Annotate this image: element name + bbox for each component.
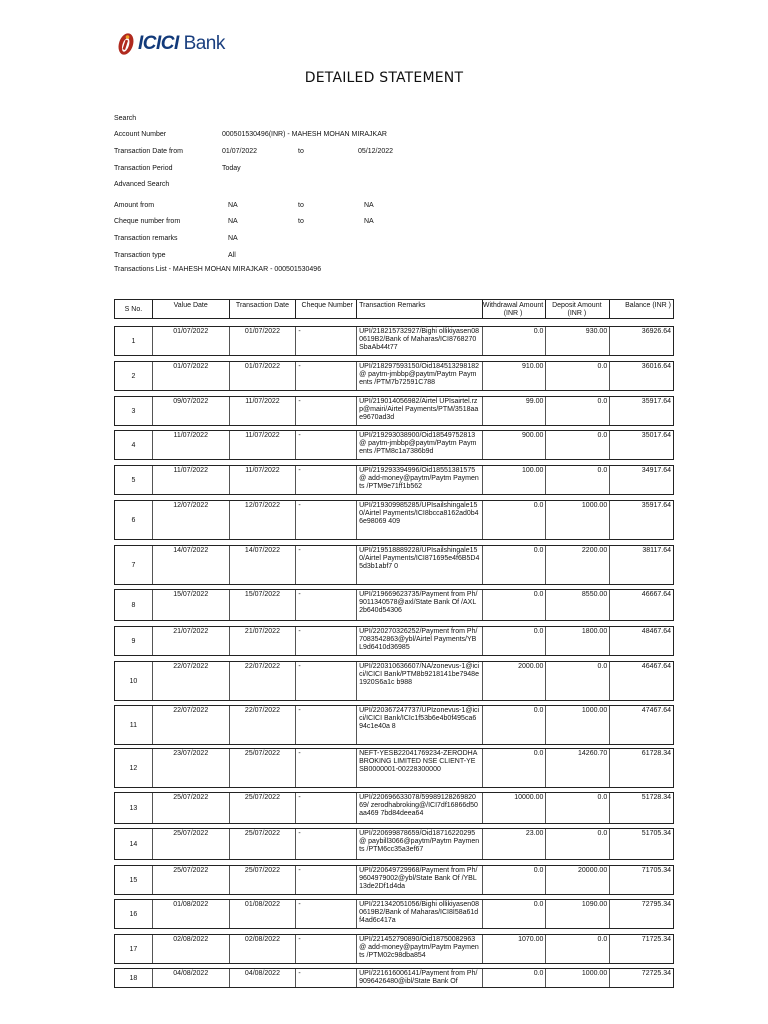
cell-sno: 10	[115, 662, 153, 700]
cell-withdrawal: 99.00	[483, 397, 547, 425]
cell-value-date: 11/07/2022	[153, 431, 230, 459]
txn-period-label: Transaction Period	[114, 165, 173, 172]
cell-deposit: 0.0	[546, 397, 610, 425]
col-deposit: Deposit Amount (INR )	[546, 300, 610, 318]
cell-deposit: 1000.00	[546, 969, 610, 987]
cell-deposit: 1090.00	[546, 900, 610, 928]
cell-remarks: UPI/219293038900/Oid18549752813@ paytm-jmbbp@paytm/Paytm Payments /PTM8c1a7386b9d	[357, 431, 483, 459]
cell-withdrawal: 2000.00	[483, 662, 547, 700]
cell-deposit: 0.0	[546, 362, 610, 390]
table-row	[114, 589, 674, 621]
cell-cheque-number: -	[296, 829, 357, 859]
cell-sno: 15	[115, 866, 153, 894]
cell-value-date: 01/07/2022	[153, 362, 230, 390]
cell-remarks: UPI/219669623735/Payment from Ph/9011340578@axl/State Bank Of /AXL2b640d54306	[357, 590, 483, 620]
cell-remarks: UPI/221452790890/Oid18750082963@ add-money@paytm/Paytm Payments /PTM02c98dba854	[357, 935, 483, 963]
advanced-search-label: Advanced Search	[114, 181, 170, 188]
cell-deposit: 0.0	[546, 431, 610, 459]
to-label: to	[298, 148, 304, 155]
col-balance: Balance (INR )	[625, 302, 671, 309]
cell-transaction-date: 25/07/2022	[230, 793, 297, 823]
cell-sno: 14	[115, 829, 153, 859]
cell-withdrawal: 100.00	[483, 466, 547, 494]
cell-remarks: UPI/220696633078/5998912826982069/ zerodhabroking@/ICI7df16866d50aa469 7bd84deea64	[357, 793, 483, 823]
cell-transaction-date: 12/07/2022	[230, 501, 297, 539]
cell-sno: 18	[115, 969, 153, 987]
cell-balance: 71725.34	[641, 936, 671, 943]
cell-cheque-number: -	[296, 327, 357, 355]
table-row	[114, 968, 674, 988]
cell-sno: 2	[115, 362, 153, 390]
cell-value-date: 01/08/2022	[153, 900, 230, 928]
cell-balance: 36926.64	[641, 328, 671, 335]
cell-sno: 7	[115, 546, 153, 584]
cell-remarks: UPI/220699878659/Oid18716220295@ paybill3066@paytm/Paytm Payments /PTM6cc35a3ef67	[357, 829, 483, 859]
cell-balance: 71705.34	[641, 867, 671, 874]
cell-balance: 72725.34	[641, 970, 671, 977]
cell-balance: 35017.64	[641, 432, 671, 439]
cell-value-date: 25/07/2022	[153, 866, 230, 894]
cell-withdrawal: 1070.00	[483, 935, 547, 963]
txn-date-from-label: Transaction Date from	[114, 148, 183, 155]
cell-value-date: 14/07/2022	[153, 546, 230, 584]
cell-deposit: 0.0	[546, 793, 610, 823]
cell-withdrawal: 910.00	[483, 362, 547, 390]
cell-sno: 4	[115, 431, 153, 459]
cell-cheque-number: -	[296, 793, 357, 823]
table-row	[114, 828, 674, 860]
table-row	[114, 361, 674, 391]
cell-cheque-number: -	[296, 935, 357, 963]
cell-deposit: 0.0	[546, 935, 610, 963]
table-row	[114, 792, 674, 824]
cell-withdrawal: 10000.00	[483, 793, 547, 823]
table-row	[114, 705, 674, 745]
cell-transaction-date: 02/08/2022	[230, 935, 297, 963]
amount-to-label: to	[298, 202, 304, 209]
table-row	[114, 396, 674, 426]
cell-balance: 51728.34	[641, 794, 671, 801]
page-title: DETAILED STATEMENT	[304, 70, 464, 86]
table-row	[114, 545, 674, 585]
cell-balance: 61728.34	[641, 750, 671, 757]
cell-cheque-number: -	[296, 466, 357, 494]
txn-remarks-label: Transaction remarks	[114, 235, 178, 242]
cell-value-date: 22/07/2022	[153, 706, 230, 744]
cell-value-date: 22/07/2022	[153, 662, 230, 700]
cell-transaction-date: 01/08/2022	[230, 900, 297, 928]
cell-withdrawal: 23.00	[483, 829, 547, 859]
col-value-date: Value Date	[153, 300, 230, 318]
cell-transaction-date: 14/07/2022	[230, 546, 297, 584]
txn-date-to-value: 05/12/2022	[358, 148, 394, 155]
icici-logo	[116, 30, 225, 58]
cell-balance: 51705.34	[641, 830, 671, 837]
cell-balance: 46667.64	[641, 591, 671, 598]
cell-remarks: UPI/220270326252/Payment from Ph/7083542863@ybl/Airtel Payments/YBL9d6410d36985	[357, 627, 483, 655]
cell-transaction-date: 01/07/2022	[230, 362, 297, 390]
cell-deposit: 1000.00	[546, 706, 610, 744]
cell-deposit: 14260.70	[546, 749, 610, 787]
cell-withdrawal: 0.0	[483, 501, 547, 539]
cell-value-date: 02/08/2022	[153, 935, 230, 963]
cheque-from-value: NA	[228, 218, 238, 225]
cell-remarks: UPI/221616006141/Payment from Ph/9096426480@ibl/State Bank Of	[357, 969, 483, 987]
txn-remarks-value: NA	[228, 235, 238, 242]
cell-value-date: 15/07/2022	[153, 590, 230, 620]
cell-cheque-number: -	[296, 362, 357, 390]
cell-cheque-number: -	[296, 546, 357, 584]
table-row	[114, 465, 674, 495]
cell-remarks: UPI/220367247737/UPIzonevus-1@icici/ICICI Bank/ICIc1f53b6e4b0f495ca694c1e40a 8	[357, 706, 483, 744]
cell-value-date: 04/08/2022	[153, 969, 230, 987]
txn-list-label: Transactions List - MAHESH MOHAN MIRAJKAR - 000501530496	[114, 266, 322, 273]
cell-sno: 16	[115, 900, 153, 928]
search-label: Search	[114, 115, 137, 122]
cell-sno: 9	[115, 627, 153, 655]
account-number-label: Account Number	[114, 131, 167, 138]
col-transaction-date: Transaction Date	[230, 300, 297, 318]
cell-sno: 13	[115, 793, 153, 823]
cell-withdrawal: 0.0	[483, 546, 547, 584]
cell-sno: 11	[115, 706, 153, 744]
cell-balance: 72795.34	[641, 901, 671, 908]
cell-balance: 34917.64	[641, 467, 671, 474]
cell-sno: 1	[115, 327, 153, 355]
cell-transaction-date: 22/07/2022	[230, 706, 297, 744]
cell-remarks: UPI/218297593150/Oid184513298182@ paytm-jmbbp@paytm/Paytm Payments /PTM7b72591C788	[357, 362, 483, 390]
col-transaction-remarks: Transaction Remarks	[357, 300, 483, 318]
cell-balance: 38117.64	[642, 547, 671, 554]
cell-sno: 8	[115, 590, 153, 620]
cell-withdrawal: 0.0	[483, 327, 547, 355]
cell-cheque-number: -	[296, 749, 357, 787]
cell-transaction-date: 25/07/2022	[230, 866, 297, 894]
amount-from-value: NA	[228, 202, 238, 209]
cell-remarks: UPI/219293394996/Oid18551381575@ add-money@paytm/Paytm Payments /PTM9e71ff1b562	[357, 466, 483, 494]
cell-remarks: UPI/219518889228/UPIsailshingale15 0/Airtel Payments/ICI871695e4f6B5D45d3b1abf7 0	[357, 546, 483, 584]
cell-cheque-number: -	[296, 969, 357, 987]
table-row	[114, 934, 674, 964]
cell-deposit: 1000.00	[546, 501, 610, 539]
cell-balance: 46467.64	[641, 663, 671, 670]
cell-deposit: 20000.00	[546, 866, 610, 894]
cell-sno: 3	[115, 397, 153, 425]
cell-withdrawal: 0.0	[483, 900, 547, 928]
cheque-to-label: to	[298, 218, 304, 225]
cell-remarks: UPI/218215732927/Bighi ollikiyasen080619B2/Bank of Maharas/ICI8768270SbaAb44t77	[357, 327, 483, 355]
table-row	[114, 865, 674, 895]
amount-to-value: NA	[364, 202, 374, 209]
cell-balance: 35917.64	[641, 398, 671, 405]
cell-cheque-number: -	[296, 590, 357, 620]
table-row	[114, 500, 674, 540]
txn-date-from-value: 01/07/2022	[222, 148, 258, 155]
txn-period-value: Today	[222, 165, 241, 172]
logo-text: ICICI Bank	[138, 33, 225, 54]
cell-cheque-number: -	[296, 662, 357, 700]
cell-balance: 48467.64	[641, 628, 671, 635]
cell-deposit: 1800.00	[546, 627, 610, 655]
table-row	[114, 626, 674, 656]
cell-deposit: 930.00	[546, 327, 610, 355]
cheque-from-label: Cheque number from	[114, 218, 181, 225]
cell-balance: 35917.64	[641, 502, 671, 509]
account-number-value: 000501530496(INR) - MAHESH MOHAN MIRAJKAR	[222, 131, 387, 138]
cell-cheque-number: -	[296, 627, 357, 655]
table-row	[114, 661, 674, 701]
cell-cheque-number: -	[296, 900, 357, 928]
cell-transaction-date: 11/07/2022	[230, 431, 297, 459]
cell-sno: 6	[115, 501, 153, 539]
txn-type-label: Transaction type	[114, 252, 166, 259]
cell-value-date: 25/07/2022	[153, 793, 230, 823]
cheque-to-value: NA	[364, 218, 374, 225]
col-withdrawal: Withdrawal Amount (INR )	[483, 300, 547, 318]
cell-withdrawal: 0.0	[483, 969, 547, 987]
cell-remarks: UPI/220310636607/NA/zonevus-1@icici/ICICI Bank/PTM8b9218141be7948e1920S6a1c b988	[357, 662, 483, 700]
cell-deposit: 8550.00	[546, 590, 610, 620]
cell-transaction-date: 21/07/2022	[230, 627, 297, 655]
cell-balance: 36016.64	[641, 363, 671, 370]
cell-transaction-date: 25/07/2022	[230, 749, 297, 787]
cell-withdrawal: 0.0	[483, 627, 547, 655]
col-cheque-number: Cheque Number	[296, 300, 357, 318]
cell-withdrawal: 0.0	[483, 749, 547, 787]
cell-cheque-number: -	[296, 431, 357, 459]
cell-value-date: 12/07/2022	[153, 501, 230, 539]
cell-balance: 47467.64	[641, 707, 671, 714]
cell-value-date: 01/07/2022	[153, 327, 230, 355]
cell-sno: 12	[115, 749, 153, 787]
cell-transaction-date: 01/07/2022	[230, 327, 297, 355]
cell-withdrawal: 0.0	[483, 866, 547, 894]
table-row	[114, 899, 674, 929]
cell-transaction-date: 15/07/2022	[230, 590, 297, 620]
col-sno: S No.	[115, 300, 153, 318]
cell-remarks: UPI/219309985285/UPIsailshingale15 0/Airtel Payments/ICI8bcca8162ad0b46e98069 409	[357, 501, 483, 539]
table-row	[114, 748, 674, 788]
cell-cheque-number: -	[296, 501, 357, 539]
cell-transaction-date: 04/08/2022	[230, 969, 297, 987]
cell-deposit: 2200.00	[546, 546, 610, 584]
cell-value-date: 09/07/2022	[153, 397, 230, 425]
amount-from-label: Amount from	[114, 202, 155, 209]
cell-deposit: 0.0	[546, 466, 610, 494]
cell-withdrawal: 0.0	[483, 590, 547, 620]
cell-remarks: UPI/219014056982/Airtel UPIsairtel.rzp@mairi/Airtel Payments/PTM/3518aae9670ad3d	[357, 397, 483, 425]
cell-remarks: NEFT-YESB22041769234-ZERODHA BROKING LIMITED NSE CLIENT-YESB0000001-00228300000	[357, 749, 483, 787]
table-header	[114, 299, 674, 319]
cell-value-date: 11/07/2022	[153, 466, 230, 494]
cell-sno: 17	[115, 935, 153, 963]
cell-value-date: 25/07/2022	[153, 829, 230, 859]
cell-cheque-number: -	[296, 706, 357, 744]
cell-deposit: 0.0	[546, 662, 610, 700]
cell-transaction-date: 22/07/2022	[230, 662, 297, 700]
txn-type-value: All	[228, 252, 236, 259]
cell-withdrawal: 0.0	[483, 706, 547, 744]
cell-withdrawal: 900.00	[483, 431, 547, 459]
cell-remarks: UPI/220649729968/Payment from Ph/9604979002@ybl/State Bank Of /YBL13de2Df1d4da	[357, 866, 483, 894]
icici-logo-icon	[116, 31, 134, 57]
table-row	[114, 430, 674, 460]
cell-cheque-number: -	[296, 866, 357, 894]
cell-value-date: 23/07/2022	[153, 749, 230, 787]
cell-transaction-date: 25/07/2022	[230, 829, 297, 859]
cell-value-date: 21/07/2022	[153, 627, 230, 655]
cell-deposit: 0.0	[546, 829, 610, 859]
cell-remarks: UPI/221342051056/Bighi ollikiyasen080619B2/Bank of Maharas/ICI8I58a61df4ad6c417a	[357, 900, 483, 928]
table-row	[114, 326, 674, 356]
cell-transaction-date: 11/07/2022	[230, 466, 297, 494]
cell-cheque-number: -	[296, 397, 357, 425]
cell-sno: 5	[115, 466, 153, 494]
cell-transaction-date: 11/07/2022	[230, 397, 297, 425]
